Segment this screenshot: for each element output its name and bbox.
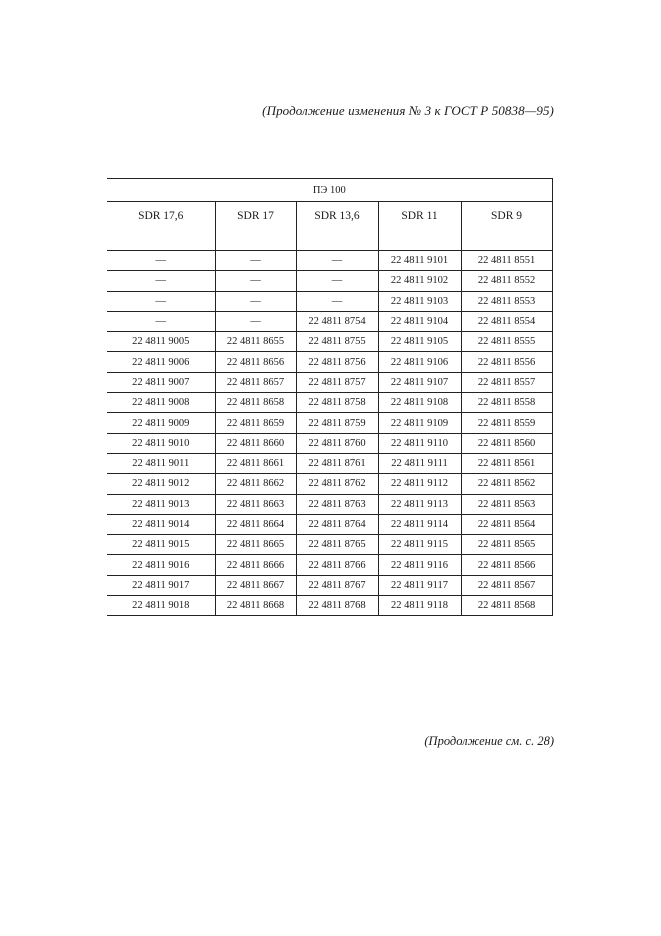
table-cell: 22 4811 8566	[461, 555, 552, 575]
table-cell: 22 4811 8759	[296, 413, 378, 433]
table-cell: 22 4811 9015	[107, 535, 215, 555]
column-header-sdr-17-6: SDR 17,6	[107, 202, 215, 251]
table-cell: 22 4811 8760	[296, 433, 378, 453]
table-row	[107, 271, 552, 291]
table-cell: 22 4811 9007	[107, 372, 215, 392]
table-cell: 22 4811 9117	[378, 575, 461, 595]
table-row	[107, 332, 552, 352]
table-cell: 22 4811 9110	[378, 433, 461, 453]
table-cell: 22 4811 8768	[296, 596, 378, 616]
table-cell: 22 4811 9105	[378, 332, 461, 352]
table-row	[107, 494, 552, 514]
table-cell: 22 4811 8563	[461, 494, 552, 514]
table-cell: 22 4811 8661	[215, 453, 296, 473]
table-cell: 22 4811 8754	[296, 311, 378, 331]
table-row	[107, 352, 552, 372]
table-cell: 22 4811 8755	[296, 332, 378, 352]
table-cell: 22 4811 8562	[461, 474, 552, 494]
table-cell: 22 4811 9017	[107, 575, 215, 595]
table-cell: 22 4811 8568	[461, 596, 552, 616]
table-cell: 22 4811 8762	[296, 474, 378, 494]
table-cell: —	[296, 251, 378, 271]
table-cell: 22 4811 8561	[461, 453, 552, 473]
table-cell: 22 4811 9103	[378, 291, 461, 311]
continuation-header: (Продолжение изменения № 3 к ГОСТ Р 50838—95)	[262, 103, 554, 118]
table-cell: 22 4811 8558	[461, 393, 552, 413]
table-cell: 22 4811 9018	[107, 596, 215, 616]
table-cell: 22 4811 8764	[296, 514, 378, 534]
table-body	[107, 251, 552, 616]
table-cell: 22 4811 8655	[215, 332, 296, 352]
table-cell: 22 4811 9114	[378, 514, 461, 534]
table-cell: —	[107, 291, 215, 311]
table-cell: 22 4811 8564	[461, 514, 552, 534]
table-row	[107, 433, 552, 453]
table-cell: 22 4811 8553	[461, 291, 552, 311]
table-row	[107, 555, 552, 575]
table-cell: 22 4811 9005	[107, 332, 215, 352]
table-cell: 22 4811 8551	[461, 251, 552, 271]
table-cell: 22 4811 8667	[215, 575, 296, 595]
table-cell: 22 4811 9116	[378, 555, 461, 575]
column-header-row	[107, 202, 552, 251]
table-cell: 22 4811 9108	[378, 393, 461, 413]
table-cell: 22 4811 8662	[215, 474, 296, 494]
table-cell: 22 4811 9006	[107, 352, 215, 372]
table-cell: 22 4811 9111	[378, 453, 461, 473]
table-row	[107, 413, 552, 433]
table-cell: 22 4811 8756	[296, 352, 378, 372]
table-cell: 22 4811 9014	[107, 514, 215, 534]
table-cell: 22 4811 8565	[461, 535, 552, 555]
table-row	[107, 514, 552, 534]
table-row	[107, 474, 552, 494]
table-cell: 22 4811 8559	[461, 413, 552, 433]
table-row	[107, 535, 552, 555]
table-cell: 22 4811 9102	[378, 271, 461, 291]
column-header-sdr-9: SDR 9	[461, 202, 552, 251]
table-cell: 22 4811 8659	[215, 413, 296, 433]
table-cell: 22 4811 9013	[107, 494, 215, 514]
table-row	[107, 393, 552, 413]
group-header-row	[107, 179, 552, 202]
table-cell: 22 4811 8664	[215, 514, 296, 534]
table-cell: 22 4811 8763	[296, 494, 378, 514]
table-cell: 22 4811 9112	[378, 474, 461, 494]
table-cell: 22 4811 9107	[378, 372, 461, 392]
table-row	[107, 575, 552, 595]
table-cell: 22 4811 9011	[107, 453, 215, 473]
table-cell: 22 4811 8761	[296, 453, 378, 473]
table-cell: 22 4811 8668	[215, 596, 296, 616]
table-cell: 22 4811 9104	[378, 311, 461, 331]
table-cell: 22 4811 8758	[296, 393, 378, 413]
table-cell: 22 4811 9113	[378, 494, 461, 514]
table-cell: —	[107, 251, 215, 271]
table-cell: 22 4811 9106	[378, 352, 461, 372]
table-cell: 22 4811 8657	[215, 372, 296, 392]
column-header-sdr-11: SDR 11	[378, 202, 461, 251]
table-cell: —	[296, 271, 378, 291]
table-cell: 22 4811 8560	[461, 433, 552, 453]
table-cell: —	[296, 291, 378, 311]
table-row	[107, 596, 552, 616]
table-cell: 22 4811 8766	[296, 555, 378, 575]
table-row	[107, 291, 552, 311]
table-row	[107, 251, 552, 271]
table-cell: —	[215, 291, 296, 311]
table-cell: 22 4811 9012	[107, 474, 215, 494]
table-cell: 22 4811 9115	[378, 535, 461, 555]
table-cell: 22 4811 8765	[296, 535, 378, 555]
table-cell: 22 4811 8757	[296, 372, 378, 392]
table-row	[107, 311, 552, 331]
table-cell: 22 4811 9010	[107, 433, 215, 453]
table-cell: —	[107, 311, 215, 331]
table-cell: 22 4811 9118	[378, 596, 461, 616]
table-cell: 22 4811 8557	[461, 372, 552, 392]
table-cell: 22 4811 8658	[215, 393, 296, 413]
table-cell: 22 4811 8552	[461, 271, 552, 291]
table-cell: 22 4811 9109	[378, 413, 461, 433]
column-header-sdr-17: SDR 17	[215, 202, 296, 251]
product-code-table	[107, 178, 553, 616]
table-cell: 22 4811 9009	[107, 413, 215, 433]
table-cell: 22 4811 8567	[461, 575, 552, 595]
table-cell: 22 4811 8556	[461, 352, 552, 372]
table-cell: 22 4811 8767	[296, 575, 378, 595]
table-cell: 22 4811 8665	[215, 535, 296, 555]
table-cell: 22 4811 8554	[461, 311, 552, 331]
table-cell: 22 4811 8555	[461, 332, 552, 352]
table-cell: 22 4811 9101	[378, 251, 461, 271]
column-header-sdr-13-6: SDR 13,6	[296, 202, 378, 251]
table-row	[107, 372, 552, 392]
table-cell: 22 4811 8663	[215, 494, 296, 514]
table-cell: —	[107, 271, 215, 291]
table-cell: —	[215, 311, 296, 331]
continuation-footer: (Продолжение см. с. 28)	[424, 734, 554, 748]
table-cell: —	[215, 271, 296, 291]
table-cell: 22 4811 8666	[215, 555, 296, 575]
table-row	[107, 453, 552, 473]
table-cell: 22 4811 9008	[107, 393, 215, 413]
table-cell: 22 4811 8656	[215, 352, 296, 372]
table-cell: —	[215, 251, 296, 271]
table-cell: 22 4811 8660	[215, 433, 296, 453]
material-group-header: ПЭ 100	[107, 179, 552, 202]
table-cell: 22 4811 9016	[107, 555, 215, 575]
